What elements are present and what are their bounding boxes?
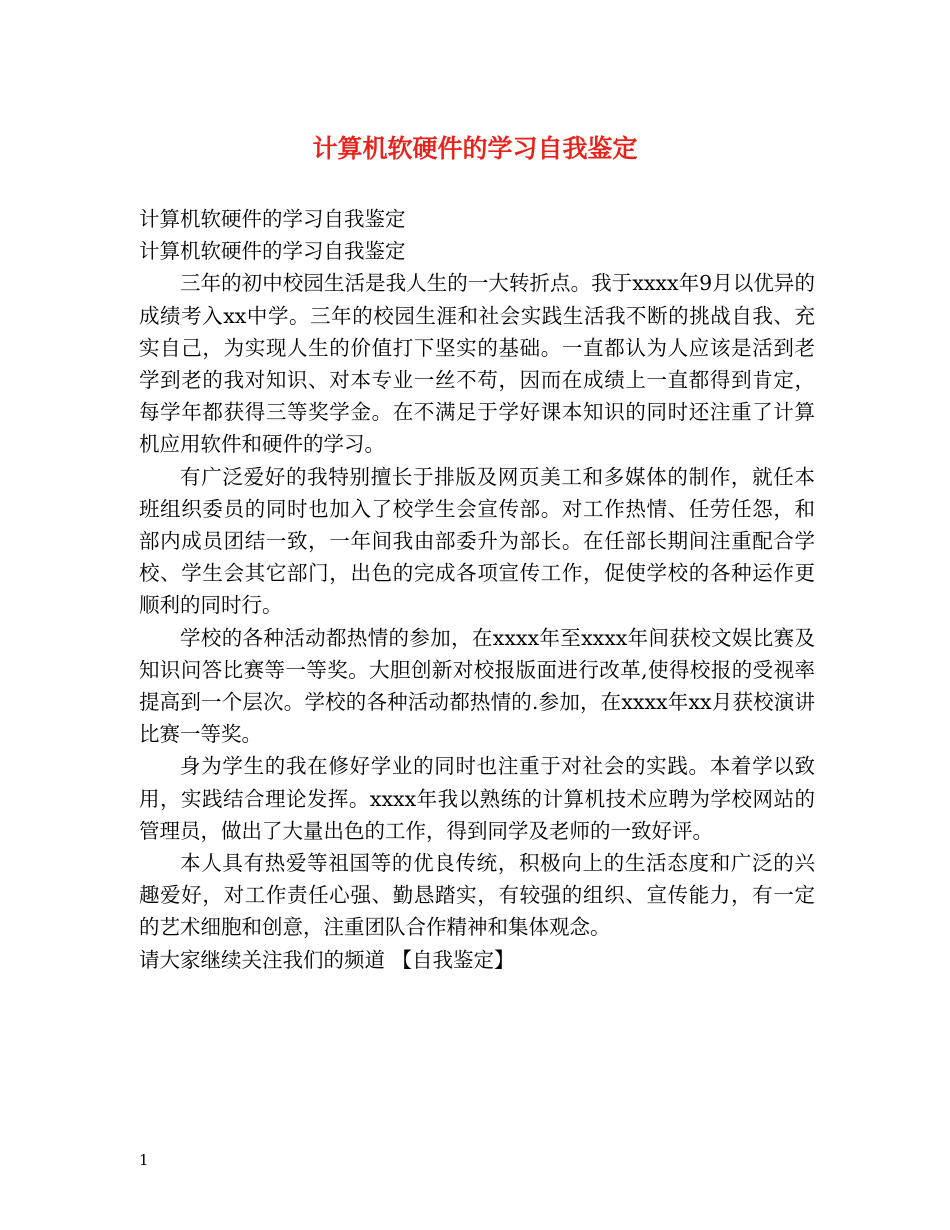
closing-line: 请大家继续关注我们的频道 【自我鉴定】 <box>139 947 515 972</box>
subtitle-line: 计算机软硬件的学习自我鉴定 <box>139 239 406 264</box>
page-title: 计算机软硬件的学习自我鉴定 <box>312 134 638 163</box>
body-paragraph: 身为学生的我在修好学业的同时也注重于对社会的实践。本着学以致用，实践结合理论发挥。xxxx年我以熟练的计算机技术应聘为学校网站的管理员，做出了大量出色的工作，得到同学及老师的一致好评。 <box>139 754 815 843</box>
subtitle-line: 计算机软硬件的学习自我鉴定 <box>139 207 406 231</box>
body-paragraph: 本人具有热爱等祖国等的优良传统，积极向上的生活态度和广泛的兴趣爱好，对工作责任心强、勤恳踏实，有较强的组织、宣传能力，有一定的艺术细胞和创意，注重团队合作精神和集体观念。 <box>139 851 815 940</box>
body-paragraph: 学校的各种活动都热情的参加，在xxxx年至xxxx年间获校文娱比赛及知识问答比赛等一等奖。大胆创新对校报版面进行改革,使得校报的受视率提高到一个层次。学校的各种活动都热情的.参加，在xxxx年xx月获校演讲比赛一等奖。 <box>139 625 815 747</box>
body-paragraph: 有广泛爱好的我特别擅长于排版及网页美工和多媒体的制作，就任本班组织委员的同时也加入了校学生会宣传部。对工作热情、任劳任怨，和部内成员团结一致，一年间我由部委升为部长。在任部长期间注重配合学校、学生会其它部门，出色的完成各项宣传工作，促使学校的各种运作更顺利的同时行。 <box>139 464 815 618</box>
body-paragraph: 三年的初中校园生活是我人生的一大转折点。我于xxxx年9月以优异的成绩考入xx中学。三年的校园生涯和社会实践生活我不断的挑战自我、充实自己，为实现人生的价值打下坚实的基础。一直都认为人应该是活到老学到老的我对知识、对本专业一丝不苟，因而在成绩上一直都得到肯定，每学年都获得三等奖学金。在不满足于学好课本知识的同时还注重了计算机应用软件和硬件的学习。 <box>139 271 815 457</box>
page-number: 1 <box>139 1151 149 1169</box>
document-body <box>139 203 815 976</box>
